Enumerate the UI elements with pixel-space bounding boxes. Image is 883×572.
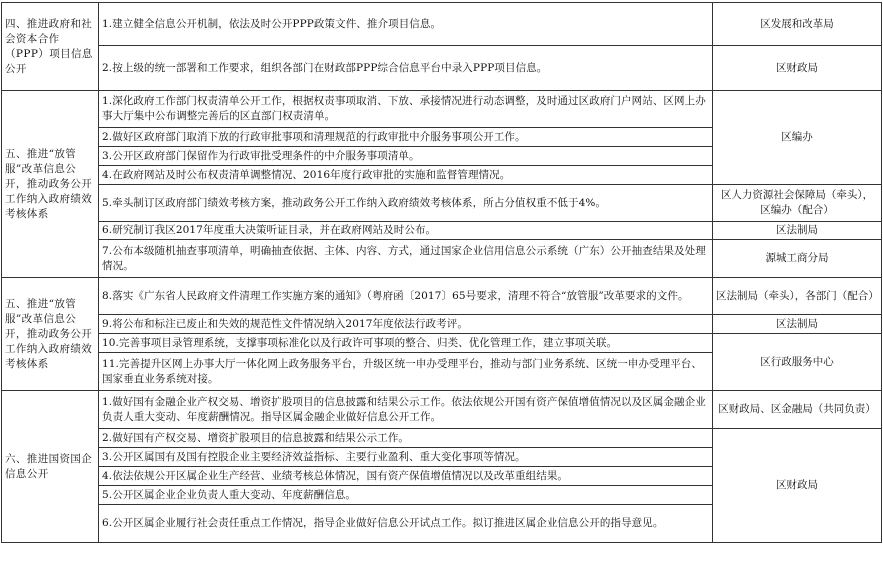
task-cell: 5.公开区属企业企业负责人重大变动、年度薪酬信息。 [99,486,713,505]
task-cell: 8.落实《广东省人民政府文件清理工作实施方案的通知》（粤府函〔2017〕65号要求，清理不符合“放管服”改革要求的文件。 [99,278,713,315]
department-cell: 区财政局 [713,46,882,91]
table-row [2,315,882,334]
task-cell: 7.公布本级随机抽查事项清单，明确抽查依据、主体、内容、方式，通过国家企业信用信息公示系统（广东）公开抽查结果及处理情况。 [99,240,713,278]
task-cell: 1.做好国有金融企业产权交易、增资扩股项目的信息披露和结果公示工作。依法依规公开国有资产保值增值情况以及区属金融企业负责人重大变动、年度薪酬情况。指导区属金融企业做好信息公开工作。 [99,391,713,429]
task-cell: 2.做好国有产权交易、增资扩股项目的信息披露和结果公示工作。 [99,429,713,448]
table-row [2,334,882,353]
task-cell: 2.做好区政府部门取消下放的行政审批事项和清理规范的行政审批中介服务事项公开工作。 [99,128,713,147]
table-row [2,185,882,222]
task-cell: 1.建立健全信息公开机制，依法及时公开PPP政策文件、推介项目信息。 [99,3,713,46]
department-cell: 区法制局 [713,222,882,240]
department-cell: 区财政局 [713,429,882,543]
category-cell: 四、推进政府和社会资本合作（PPP）项目信息公开 [2,3,99,91]
task-cell: 4.依法依规公开区属企业生产经营、业绩考核总体情况，国有资产保值增值情况以及改革重组结果。 [99,467,713,486]
task-cell: 9.将公布和标注已废止和失效的规范性文件情况纳入2017年度依法行政考评。 [99,315,713,334]
table-row [2,278,882,315]
task-cell: 11.完善提升区网上办事大厅一体化网上政务服务平台，升级区统一申办受理平台，推动与部门业务系统、区统一申办受理平台、国家垂直业务系统对接。 [99,353,713,391]
task-cell: 10.完善事项目录管理系统，支撑事项标准化以及行政许可事项的整合、归类、优化管理工作，建立事项关联。 [99,334,713,353]
task-cell: 6.研究制订我区2017年度重大决策听证目录，并在政府网站及时公布。 [99,222,713,240]
department-cell: 源城工商分局 [713,240,882,278]
department-cell: 区财政局、区金融局（共同负责） [713,391,882,429]
department-cell: 区法制局 [713,315,882,334]
task-cell: 6.公开区属企业履行社会责任重点工作情况，指导企业做好信息公开试点工作。拟订推进区属企业信息公开的指导意见。 [99,505,713,543]
task-cell: 2.按上级的统一部署和工作要求，组织各部门在财政部PPP综合信息平台中录入PPP项目信息。 [99,46,713,91]
category-cell: 六、推进国资国企信息公开 [2,391,99,543]
department-cell: 区法制局（牵头），各部门（配合） [713,278,882,315]
task-cell: 5.牵头制订区政府部门绩效考核方案，推动政务公开工作纳入政府绩效考核体系，所占分值权重不低于4%。 [99,185,713,222]
table-row [2,91,882,128]
task-cell: 3.公开区政府部门保留作为行政审批受理条件的中介服务事项清单。 [99,147,713,166]
department-cell: 区编办 [713,91,882,185]
department-cell: 区发展和改革局 [713,3,882,46]
category-cell: 五、推进“放管服”改革信息公开，推动政务公开工作纳入政府绩效考核体系 [2,278,99,391]
table-row [2,46,882,91]
task-cell: 3.公开区属国有及国有控股企业主要经济效益指标、主要行业盈利、重大变化事项等情况。 [99,448,713,467]
task-cell: 4.在政府网站及时公布权责清单调整情况、2016年度行政审批的实施和监督管理情况。 [99,166,713,185]
table-row [2,240,882,278]
table-row [2,3,882,46]
category-cell: 五、推进“放管服”改革信息公开，推动政务公开工作纳入政府绩效考核体系 [2,91,99,278]
task-cell: 1.深化政府工作部门权责清单公开工作，根据权责事项取消、下放、承接情况进行动态调整，及时通过区政府门户网站、区网上办事大厅集中公布调整完善后的区直部门权责清单。 [99,91,713,128]
department-cell: 区行政服务中心 [713,334,882,391]
table-row [2,391,882,429]
task-table [1,2,882,543]
table-row [2,429,882,448]
department-cell: 区人力资源社会保障局（牵头），区编办（配合） [713,185,882,222]
table-row [2,222,882,240]
